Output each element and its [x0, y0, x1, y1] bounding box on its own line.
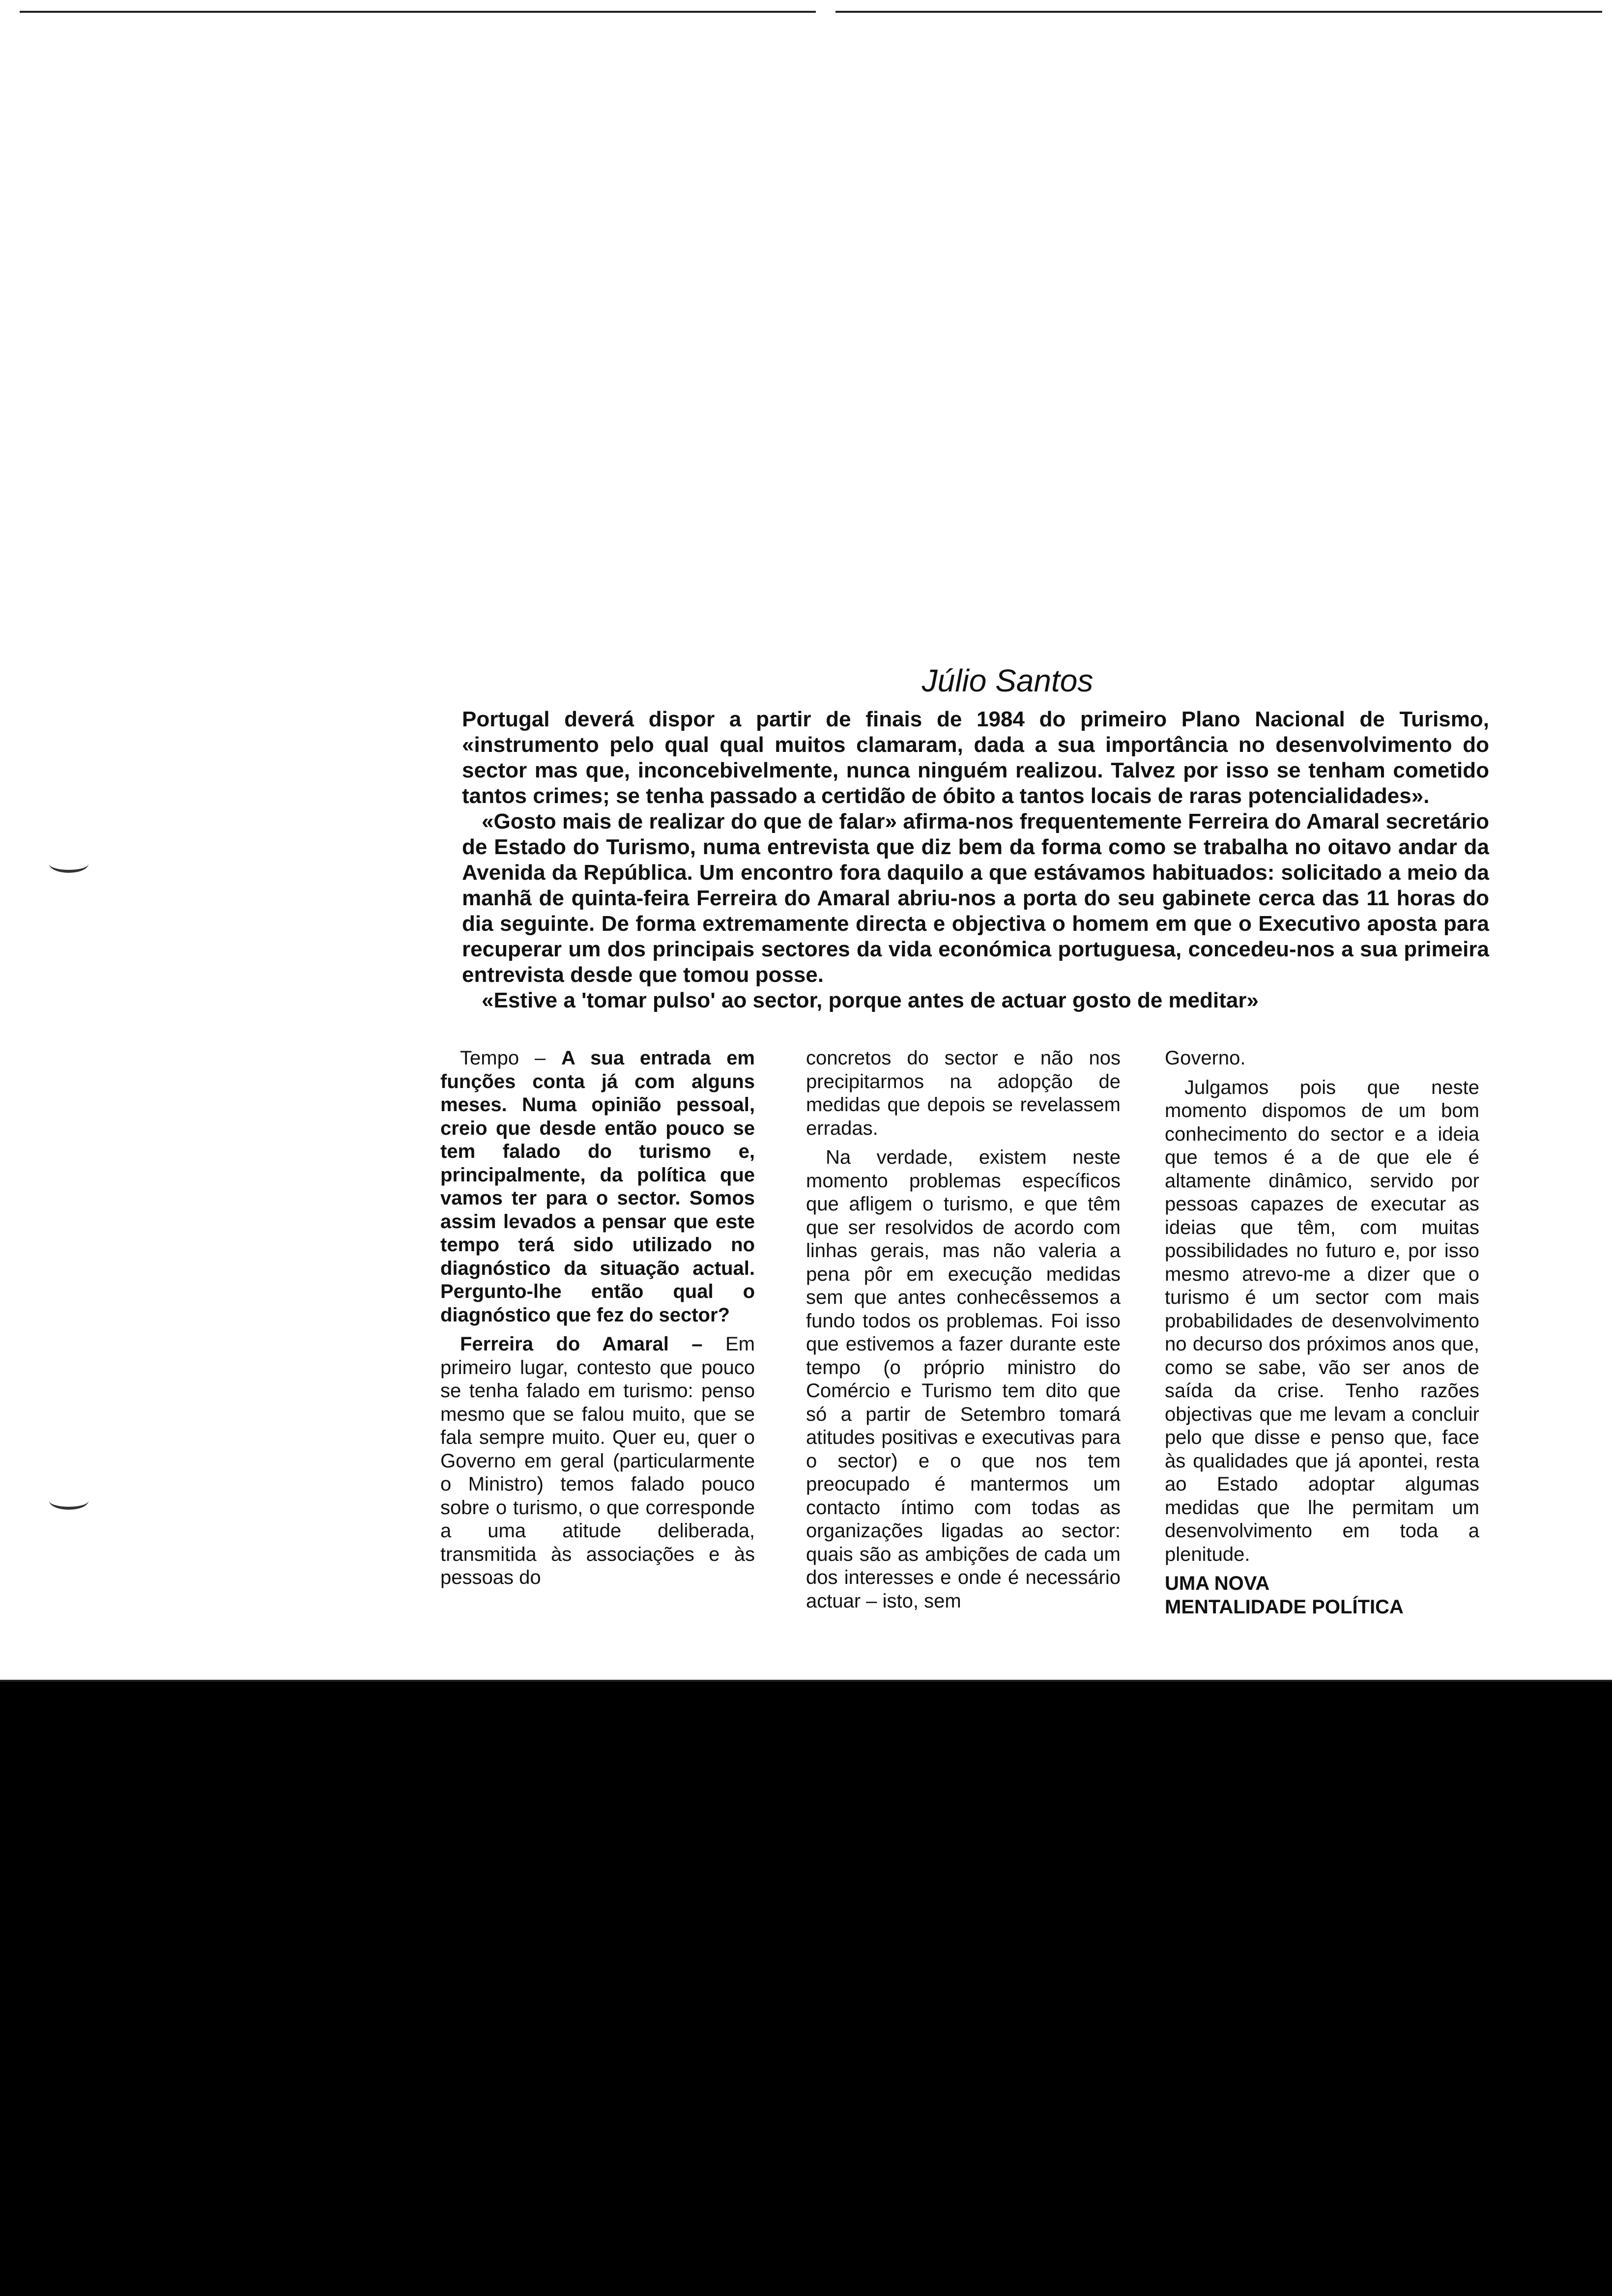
question-speaker: Tempo –: [460, 1047, 561, 1069]
article-column-2: [806, 1047, 1121, 1681]
lead-paragraph-1: Portugal deverá dispor a partir de finais de 1984 do primeiro Plano Nacional de Turismo, «instrumento pelo qual qual muitos clamaram, dada a sua importância no desenvolvimento do sector mas que, inconcebivelmente, nunca ninguém realizou. Talvez por isso se tenham cometido tantos crimes; se tenha passado a certidão de óbito a tantos locais de raras potencialidades».: [462, 707, 1489, 808]
answer-text: Em primeiro lugar, contesto que pouco se tenha falado em turismo: penso mesmo que se falou muito, que se fala sempre muito. Quer eu, quer o Governo em geral (particularmente o Ministro) temos falado pouco sobre o turismo, o que corresponde a uma atitude deliberada, transmitida às associações e às pessoas do: [440, 1333, 755, 1588]
top-rule-right: [835, 11, 1602, 13]
interview-answer: [440, 1333, 755, 1590]
author-byline: Júlio Santos: [921, 663, 1094, 698]
edge-mark-upper: [49, 855, 88, 873]
lead-quote: «Estive a 'tomar pulso' ao sector, porque antes de actuar gosto de meditar»: [482, 988, 1259, 1012]
article-column-3: [1165, 1047, 1479, 1681]
section-heading-line-2: MENTALIDADE POLÍTICA: [1165, 1596, 1404, 1618]
column-3-paragraph-1: Governo.: [1165, 1047, 1246, 1069]
article-column-1: [440, 1047, 755, 1681]
answer-speaker: Ferreira do Amaral –: [460, 1333, 725, 1355]
lead-paragraphs: [462, 707, 1489, 1013]
column-2-paragraph-1: concretos do sector e não nos precipitarmos na adopção de medidas que depois se revelassem erradas.: [806, 1047, 1121, 1139]
edge-mark-lower: [49, 1492, 88, 1510]
column-3-paragraph-2: Julgamos pois que neste momento dispomos de um bom conhecimento do sector e a ideia que temos é a de que ele é altamente dinâmico, servido por pessoas capazes de executar as ideias que têm, com muitas possibilidades no futuro e, por isso mesmo atrevo-me a dizer que o turismo é um sector com mais probabilidades de desenvolvimento no decurso dos próximos anos que, como se sabe, vão ser anos de saída da crise. Tenho razões objectivas que me levam a concluir pelo que disse e penso que, face às qualidades que já apontei, resta ao Estado adoptar algumas medidas que lhe permitam um desenvolvimento em toda a plenitude.: [1165, 1076, 1479, 1565]
interview-question: [440, 1047, 755, 1327]
lead-paragraph-2: «Gosto mais de realizar do que de falar» afirma-nos frequentemente Ferreira do Amaral secretário de Estado do Turismo, numa entrevista que diz bem da forma como se trabalha no oitavo andar da Avenida da República. Um encontro fora daquilo a que estávamos habituados: solicitado a meio da manhã de quinta-feira Ferreira do Amaral abriu-nos a porta do seu gabinete cerca das 11 horas do dia seguinte. De forma extremamente directa e objectiva o homem em que o Executivo aposta para recuperar um dos principais sectores da vida económica portuguesa, concedeu-nos a sua primeira entrevista desde que tomou posse.: [462, 809, 1489, 987]
section-heading-line-1: UMA NOVA: [1165, 1573, 1270, 1594]
top-rule-left: [20, 11, 816, 13]
scanner-black-area: [0, 1682, 1612, 2296]
question-text: A sua entrada em funções conta já com alguns meses. Numa opinião pessoal, creio que desde então pouco se tem falado do turismo e, principalmente, da política que vamos ter para o sector. Somos assim levados a pensar que este tempo terá sido utilizado no diagnóstico da situação actual. Pergunto-lhe então qual o diagnóstico que fez do sector?: [440, 1047, 755, 1326]
column-2-paragraph-2: Na verdade, existem neste momento problemas específicos que afligem o turismo, e que têm que ser resolvidos de acordo com linhas gerais, mas não valeria a pena pôr em execução medidas sem que antes conhecêssemos a fundo todos os problemas. Foi isso que estivemos a fazer durante este tempo (o próprio ministro do Comércio e Turismo tem dito que só a partir de Setembro tomará atitudes positivas e executivas para o sector) e o que nos tem preocupado é mantermos um contacto íntimo com todas as organizações ligadas ao sector: quais são as ambições de cada um dos interesses e onde é necessário actuar – isto, sem: [806, 1147, 1121, 1612]
